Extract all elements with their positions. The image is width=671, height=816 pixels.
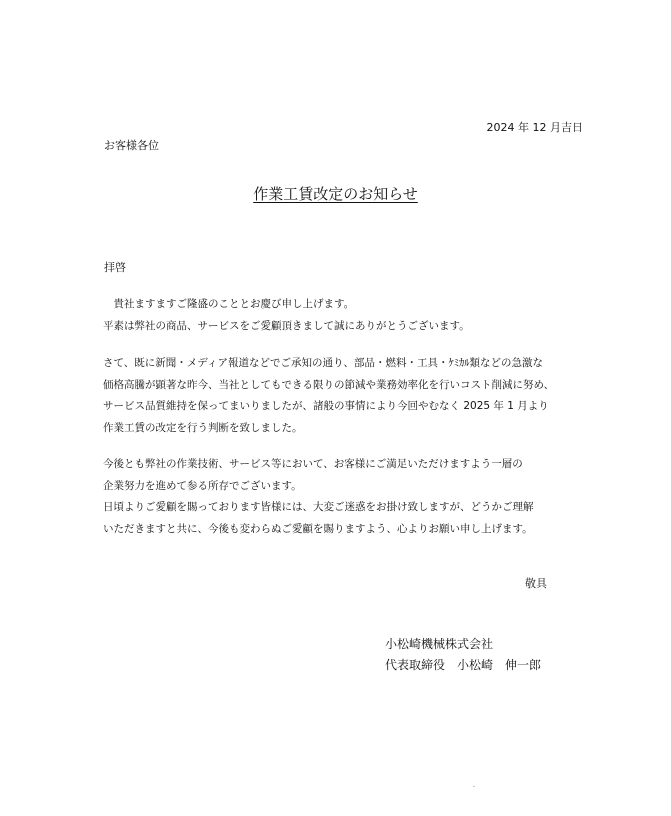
paragraph-closing-remarks [103, 454, 534, 540]
paragraph-line: 平素は弊社の商品、サービスをご愛顧頂きまして誠にありがとうございます。 [103, 319, 470, 332]
representative-signature: 代表取締役 小松崎 伸一郎 [385, 658, 542, 672]
paragraph-line: 貴社ますますご隆盛のこととお慶び申し上げます。 [103, 298, 355, 310]
paragraph-greeting [103, 294, 470, 337]
paragraph-line: 作業工賃の改定を行う判断を致しました。 [103, 421, 303, 434]
opening-greeting: 拝啓 [104, 261, 126, 274]
paragraph-line: 企業努力を進めて参る所存でございます。 [103, 479, 302, 492]
paragraph-price-revision [103, 353, 554, 439]
paragraph-line: 日頃よりご愛顧を賜っております皆様には、大変ご迷惑をお掛け致しますが、どうかご理解 [103, 501, 534, 513]
scan-speck [473, 786, 475, 787]
document-title: 作業工賃改定のお知らせ [253, 185, 418, 203]
paragraph-line: 価格高騰が顕著な昨今、当社としてもできる限りの節減や業務効率化を行いコスト削減に努め、 [103, 378, 555, 391]
company-name: 小松崎機械株式会社 [385, 637, 494, 651]
letter-date: 2024 年 12 月吉日 [486, 121, 583, 134]
recipient-salutation: お客様各位 [104, 139, 159, 152]
paragraph-line: サービス品質維持を保ってまいりましたが、諸般の事情により今回やむなく 2025 年 1 月より [103, 400, 549, 412]
paragraph-line: いただきますと共に、今後も変わらぬご愛顧を賜りますよう、心よりお願い申し上げます。 [103, 522, 533, 535]
paragraph-line: 今後とも弊社の作業技術、サービス等において、お客様にご満足いただけますよう一層の [103, 458, 523, 470]
closing-word: 敬具 [525, 577, 547, 590]
paragraph-line: さて、既に新聞・メディア報道などでご承知の通り、部品・燃料・工具・ｹﾐｶﾙ類などの急激な [103, 357, 543, 369]
document-title-container [0, 185, 671, 204]
